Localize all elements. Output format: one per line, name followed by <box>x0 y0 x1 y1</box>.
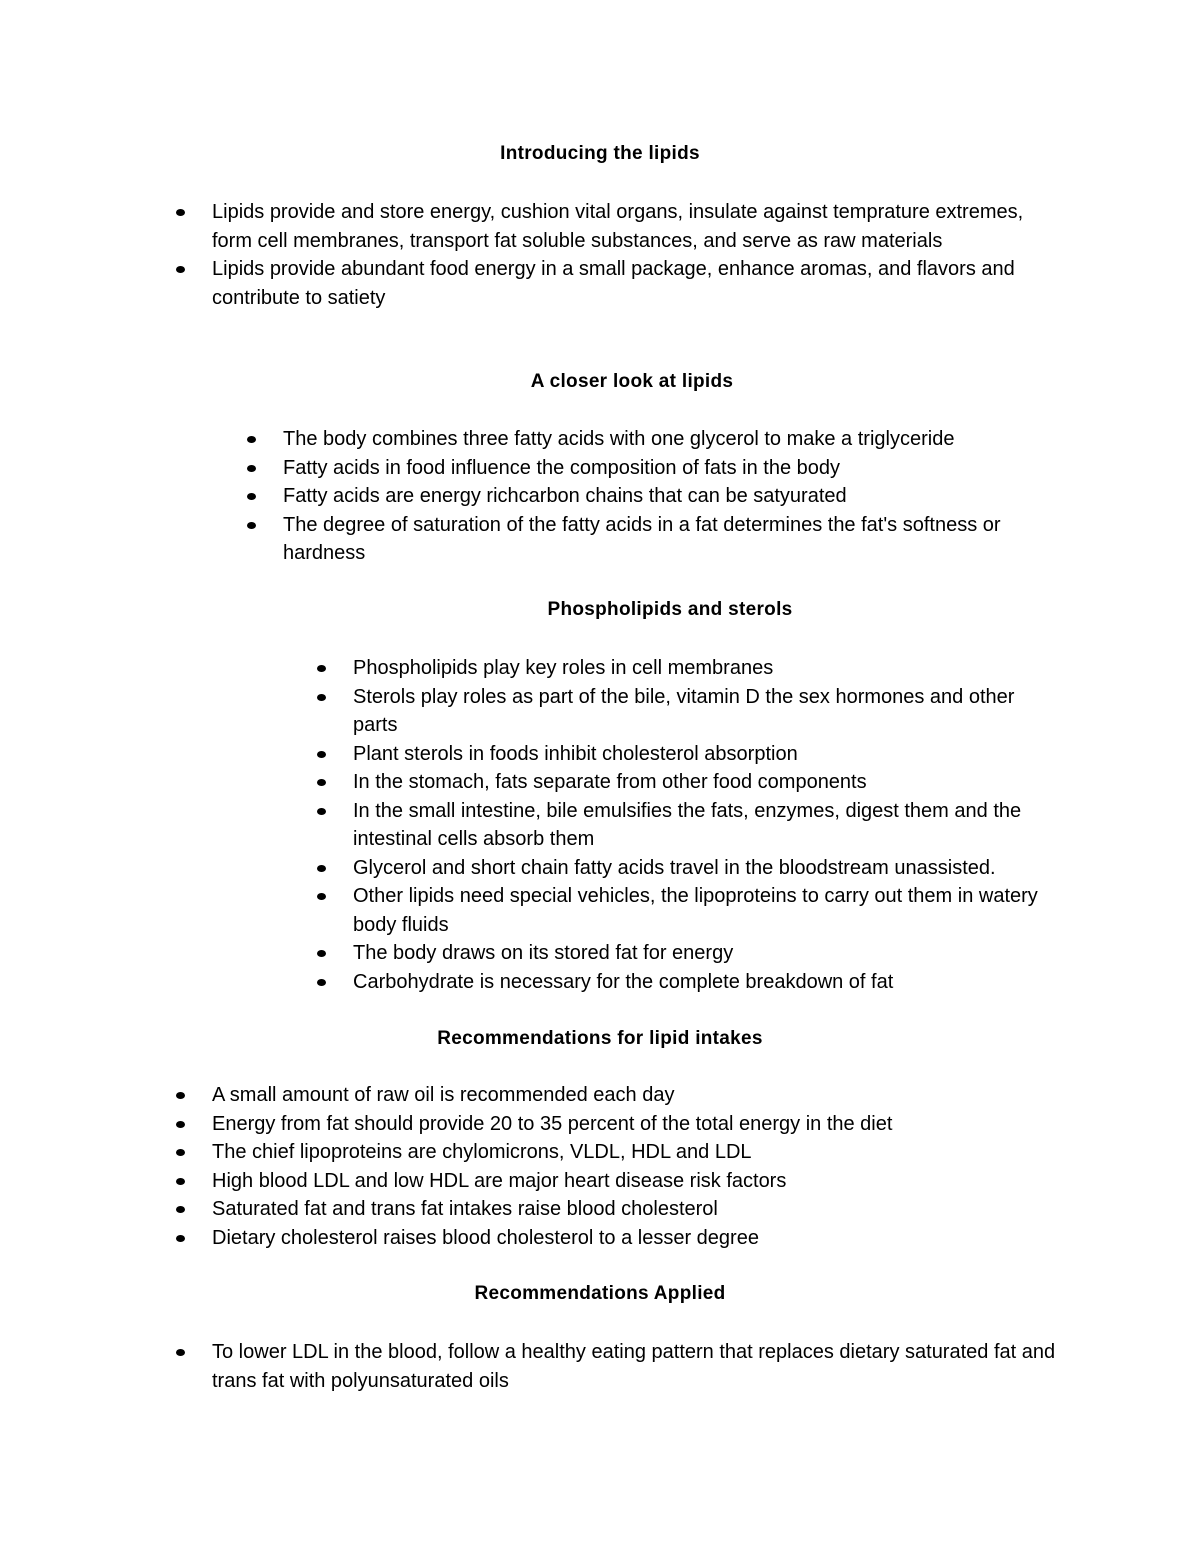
bullet-list-recommendations-applied <box>176 1338 1056 1395</box>
list-item <box>247 454 1067 483</box>
bullet-icon <box>317 979 326 986</box>
list-item-text: In the stomach, fats separate from other food components <box>353 771 867 793</box>
section-heading-recommendations-intakes: Recommendations for lipid intakes <box>437 1028 763 1049</box>
bullet-icon <box>247 436 256 443</box>
section-heading-introducing-lipids: Introducing the lipids <box>500 143 700 164</box>
list-item-text: Energy from fat should provide 20 to 35 percent of the total energy in the diet <box>212 1112 893 1135</box>
list-item-text: Fatty acids are energy richcarbon chains that can be satyurated <box>283 485 847 507</box>
bullet-icon <box>176 1178 185 1185</box>
list-item-text: The chief lipoproteins are chylomicrons, VLDL, HDL and LDL <box>212 1141 752 1163</box>
list-item <box>176 1081 1056 1110</box>
list-item-text: The body combines three fatty acids with one glycerol to make a triglyceride <box>283 428 955 450</box>
list-item-text: Sterols play roles as part of the bile, vitamin D the sex hormones and other parts <box>353 685 1015 736</box>
bullet-icon <box>317 893 326 900</box>
list-item-text: The body draws on its stored fat for energy <box>353 942 734 964</box>
list-item-text: Lipids provide abundant food energy in a small package, enhance aromas, and flavors and contribute to satiety <box>212 258 1015 309</box>
list-item <box>247 482 1067 511</box>
bullet-icon <box>317 694 326 701</box>
bullet-icon <box>176 1349 185 1356</box>
bullet-icon <box>176 266 185 273</box>
list-item-text: Saturated fat and trans fat intakes raise blood cholesterol <box>212 1198 718 1220</box>
list-item <box>317 882 1057 939</box>
bullet-icon <box>176 1092 185 1099</box>
list-item-text: The degree of saturation of the fatty acids in a fat determines the fat's softness or hardness <box>283 513 1001 564</box>
list-item-text: In the small intestine, bile emulsifies the fats, enzymes, digest them and the intestinal cells absorb them <box>353 799 1022 850</box>
bullet-list-introducing-lipids <box>176 198 1046 312</box>
list-item <box>176 1195 1056 1224</box>
list-item-text: Carbohydrate is necessary for the complete breakdown of fat <box>353 970 894 993</box>
list-item <box>317 854 1057 883</box>
list-item-text: Dietary cholesterol raises blood cholesterol to a lesser degree <box>212 1226 759 1249</box>
list-item <box>317 797 1057 854</box>
section-heading-closer-look: A closer look at lipids <box>530 371 734 392</box>
list-item-text: To lower LDL in the blood, follow a healthy eating pattern that replaces dietary saturated fat and trans fat with polyunsaturated oils <box>212 1341 1056 1392</box>
list-item <box>176 1110 1056 1139</box>
list-item <box>317 939 1057 968</box>
bullet-list-closer-look <box>247 425 1067 568</box>
bullet-icon <box>176 1206 185 1213</box>
list-item-text: Phospholipids play key roles in cell membranes <box>353 657 774 679</box>
bullet-icon <box>317 779 326 786</box>
bullet-list-phospholipids <box>317 654 1057 996</box>
list-item <box>176 1167 1056 1196</box>
list-item-text: Fatty acids in food influence the composition of fats in the body <box>283 456 840 479</box>
list-item-text: Glycerol and short chain fatty acids travel in the bloodstream unassisted. <box>353 856 996 879</box>
bullet-icon <box>176 1235 185 1242</box>
list-item <box>176 255 1046 312</box>
list-item-text: Plant sterols in foods inhibit cholesterol absorption <box>353 742 798 765</box>
section-heading-phospholipids: Phospholipids and sterols <box>547 599 793 620</box>
bullet-icon <box>176 1121 185 1128</box>
list-item <box>176 1224 1056 1253</box>
bullet-icon <box>317 865 326 872</box>
list-item <box>317 740 1057 769</box>
bullet-icon <box>247 493 256 500</box>
list-item-text: Lipids provide and store energy, cushion vital organs, insulate against temprature extremes, form cell membranes, transport fat soluble substances, and serve as raw materials <box>212 201 1024 252</box>
list-item <box>247 425 1067 454</box>
bullet-icon <box>317 751 326 758</box>
bullet-icon <box>317 950 326 957</box>
bullet-icon <box>317 808 326 815</box>
list-item <box>247 511 1067 568</box>
bullet-icon <box>247 522 256 529</box>
list-item <box>176 1138 1056 1167</box>
section-heading-recommendations-applied: Recommendations Applied <box>474 1283 726 1304</box>
list-item <box>317 768 1057 797</box>
list-item <box>317 968 1057 997</box>
list-item-text: High blood LDL and low HDL are major heart disease risk factors <box>212 1169 787 1192</box>
list-item <box>176 1338 1056 1395</box>
list-item <box>176 198 1046 255</box>
bullet-icon <box>247 465 256 472</box>
list-item-text: A small amount of raw oil is recommended each day <box>212 1084 675 1106</box>
list-item <box>317 683 1057 740</box>
bullet-icon <box>176 209 185 216</box>
list-item-text: Other lipids need special vehicles, the lipoproteins to carry out them in watery body fluids <box>353 885 1038 936</box>
bullet-icon <box>176 1149 185 1156</box>
bullet-icon <box>317 665 326 672</box>
list-item <box>317 654 1057 683</box>
bullet-list-recommendations-intakes <box>176 1081 1056 1252</box>
